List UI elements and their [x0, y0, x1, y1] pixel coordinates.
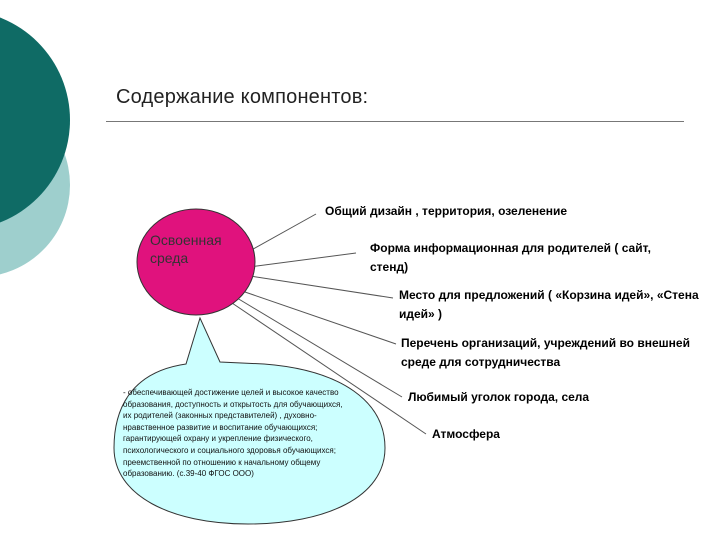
connector-line	[245, 292, 396, 344]
connector-line	[250, 276, 393, 298]
component-favorite-corner: Любимый уголок города, села	[408, 390, 590, 404]
slide-title: Содержание компонентов:	[116, 86, 369, 108]
connector-line	[242, 253, 356, 268]
component-organizations: Перечень организаций, учреждений во внешней среде для сотрудничества	[401, 336, 690, 369]
center-label: Освоенная среда	[150, 232, 222, 266]
component-atmosphere: Атмосфера	[432, 427, 500, 441]
component-ideas-place: Место для предложений ( «Корзина идей», «Стена идей» )	[399, 288, 699, 321]
component-design: Общий дизайн , территория, озеленение	[325, 204, 568, 218]
component-info-form: Форма информационная для родителей ( сайт, стенд)	[370, 241, 651, 274]
callout-text: - обеспечивающей достижение целей и высокое качество образования, доступность и открытость для обучающихся, их родителей (законных представителей) , духовно-нравственное развитие и воспитание обучающихся; гарантирующей охрану и укрепление физического, психологического и социального здоровья обучающихся; преемственной по отношению к начальному общему образованию. (с.39-40 ФГОС ООО)	[123, 388, 343, 479]
